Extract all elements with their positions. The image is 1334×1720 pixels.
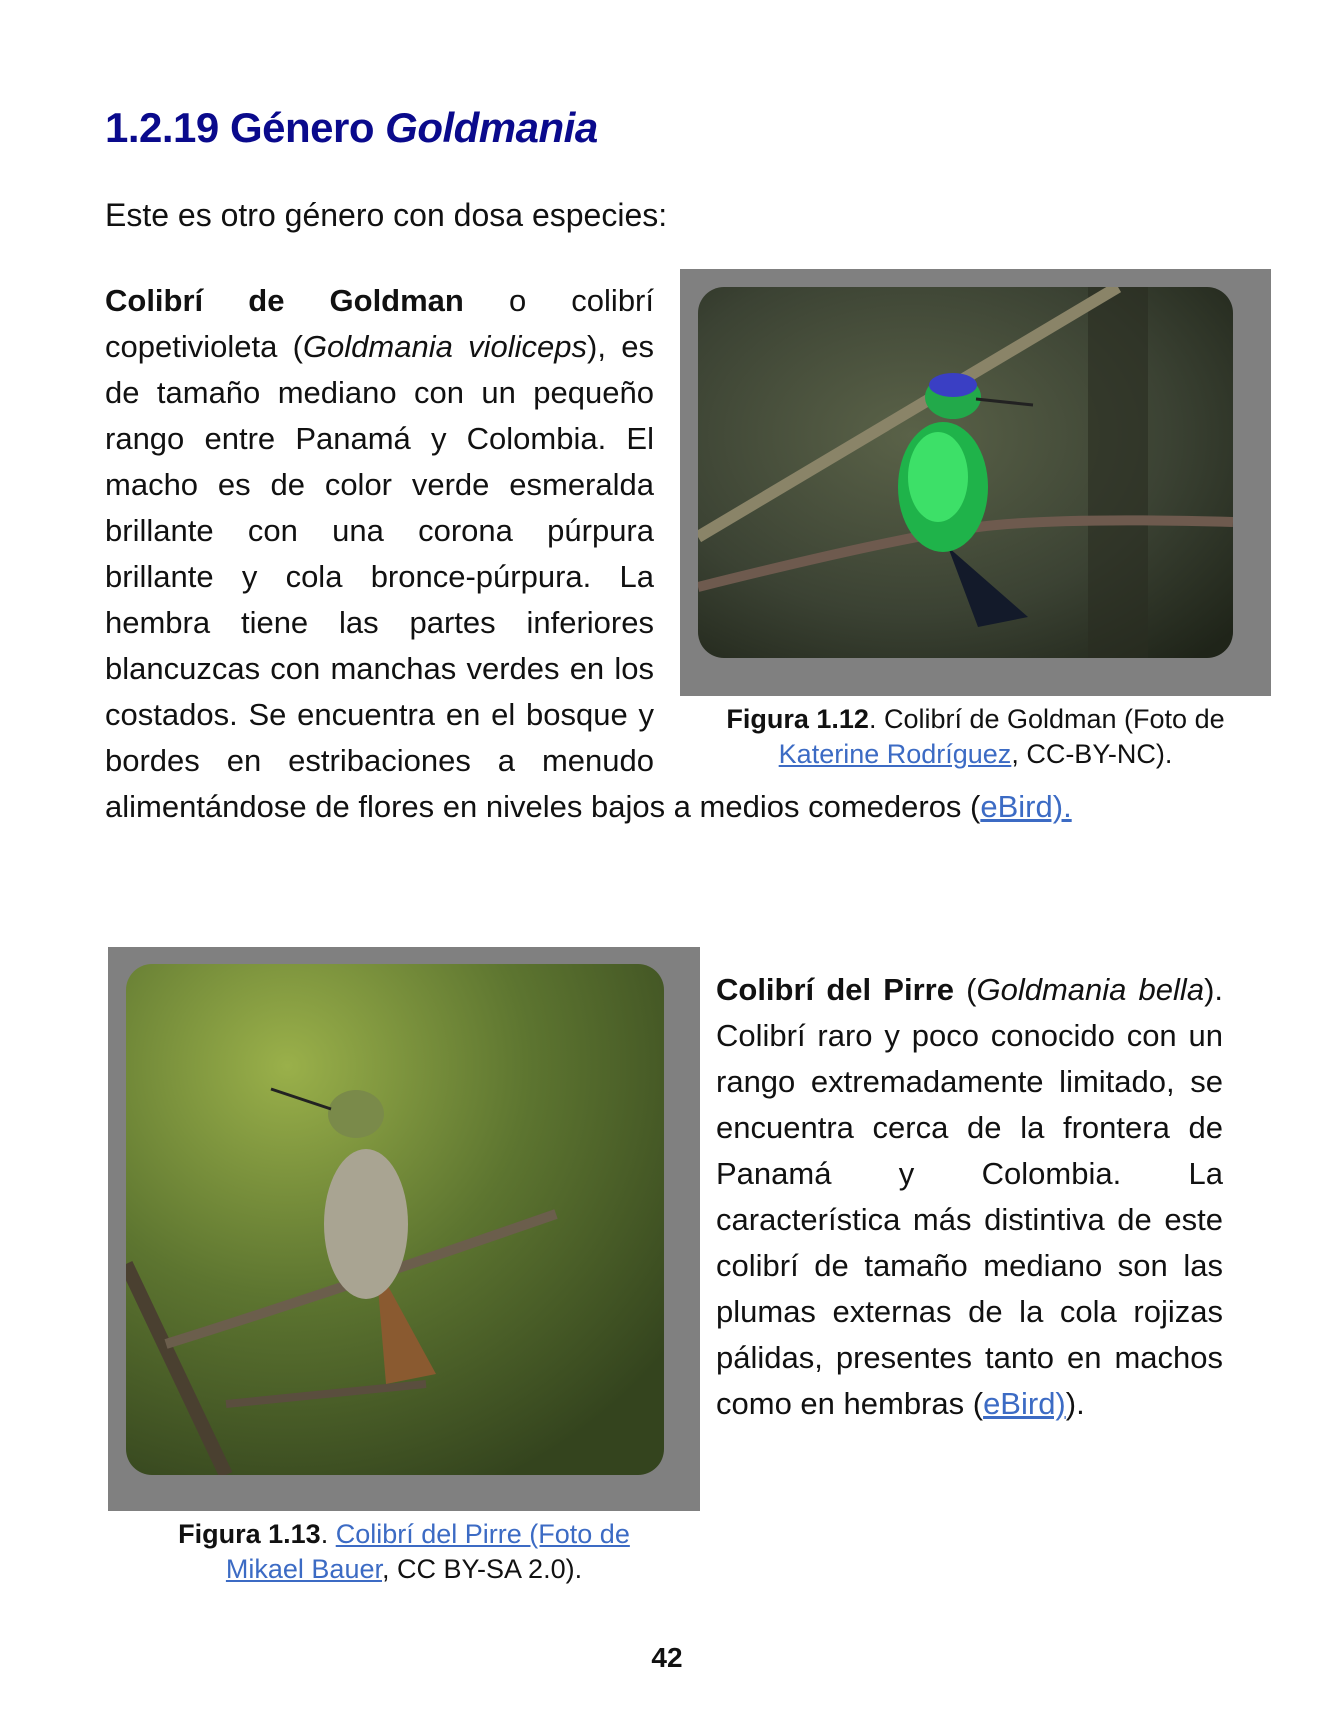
body-text: ).: [1065, 1386, 1085, 1421]
scientific-name: Goldmania violiceps: [302, 329, 588, 364]
pirre-hummingbird-photo: [126, 964, 664, 1475]
photo-author-link[interactable]: Katerine Rodríguez: [778, 739, 1012, 769]
figure-caption: [680, 702, 1271, 772]
section-heading: [105, 104, 598, 152]
figure-1-12: [680, 269, 1271, 772]
figure-label: Figura 1.12: [726, 704, 869, 734]
scientific-name: Goldmania bella: [976, 972, 1205, 1007]
body-text: o colibrí copetivioleta (: [105, 283, 654, 364]
heading-genus: Goldmania: [385, 104, 598, 151]
species-name: Colibrí del Pirre: [716, 972, 954, 1007]
caption-text: . Colibrí de Goldman (Foto de: [868, 704, 1225, 734]
heading-number: 1.2.19 Género: [105, 104, 386, 151]
photo-frame: [680, 269, 1271, 696]
page-number: 42: [651, 1642, 683, 1673]
figure-caption: [108, 1517, 700, 1587]
body-text: ), es de tamaño mediano con un pequeño rango entre Panamá y Colombia. El macho es de color verde esmeralda brillante con una corona púrpura brillante y cola bronce-púrpura. La hembra tiene las partes inferiores blancuzcas con manchas verdes en los costados. Se encuentra en el bosque y bordes en estribaciones a menudo alimentándose de flores en niveles bajos a medios comederos (: [105, 329, 981, 824]
photo-frame: [108, 947, 700, 1511]
species1-section: [105, 278, 1223, 830]
photo-author-link[interactable]: Mikael Bauer: [225, 1554, 382, 1584]
goldman-hummingbird-photo: [698, 287, 1233, 658]
species2-section: [108, 947, 1223, 1587]
caption-text: .: [320, 1519, 336, 1549]
body-text: (: [953, 972, 977, 1007]
body-text: ). Colibrí raro y poco conocido con un rango extremadamente limitado, se encuentra cerca de la frontera de Panamá y Colombia. La característica más distintiva de este colibrí de tamaño mediano son las plumas externas de la cola rojizas pálidas, presentes tanto en machos como en hembras (: [716, 972, 1223, 1421]
photo-source-link[interactable]: Colibrí del Pirre (Foto de: [335, 1519, 630, 1549]
ebird-link[interactable]: eBird): [983, 1386, 1066, 1421]
figure-1-13: [108, 947, 700, 1587]
ebird-link[interactable]: eBird).: [980, 789, 1072, 824]
intro-text: Este es otro género con dosa especies:: [105, 197, 668, 233]
license-text: , CC-BY-NC).: [1011, 739, 1173, 769]
figure-label: Figura 1.13: [178, 1519, 321, 1549]
license-text: , CC BY-SA 2.0).: [382, 1554, 583, 1584]
species-name: Colibrí de Goldman: [105, 283, 464, 318]
